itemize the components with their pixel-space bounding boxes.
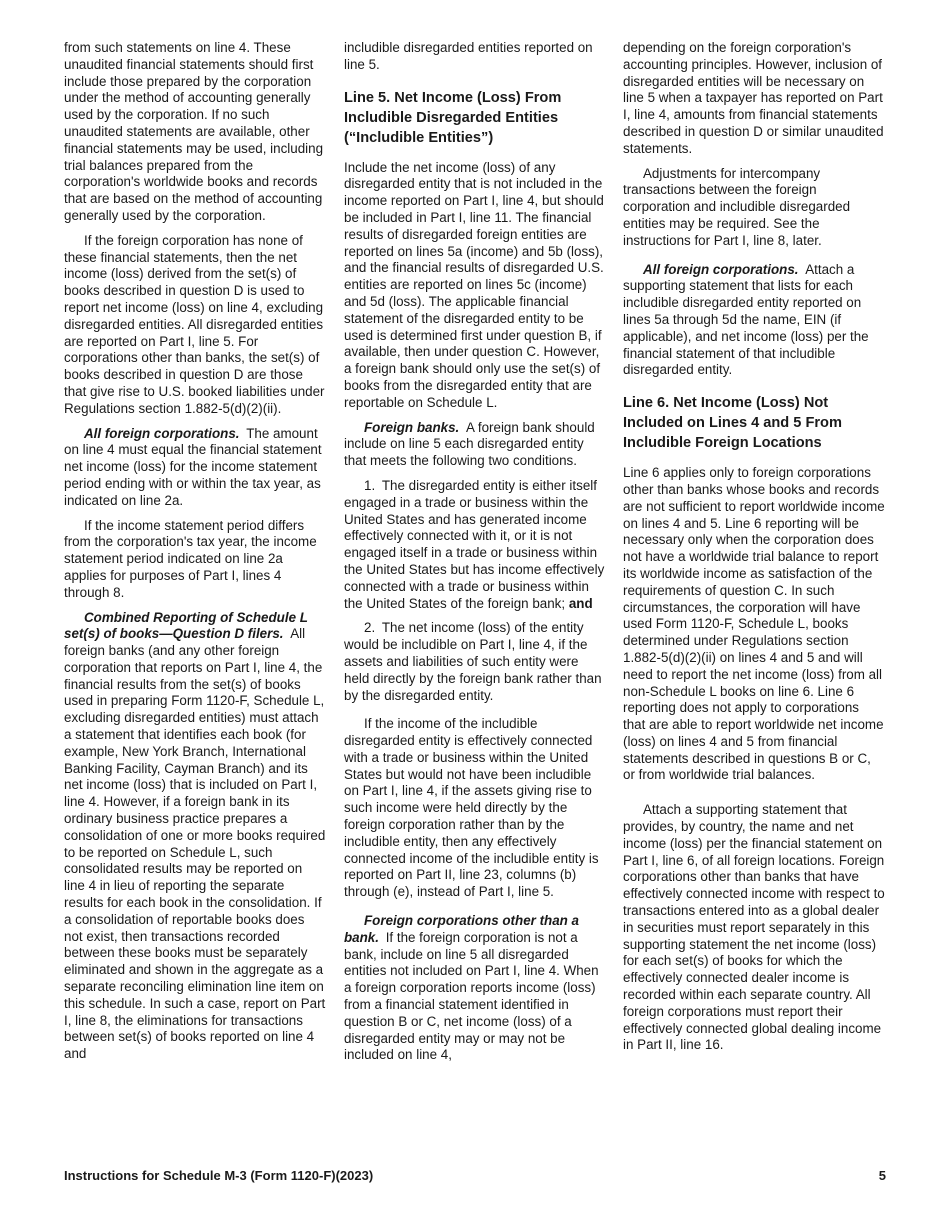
paragraph — [64, 426, 326, 510]
paragraph: If the foreign corporation has none of these financial statements, then the net income (loss) derived from the set(s) of books described in question D is used to report net income (loss) on line 4, excluding disregarded entities. All disregarded entities are reported on Part I, line 5. For corporations other than banks, the set(s) of books described in question D are those that give rise to U.S. booked liabilities under Regulations section 1.882-5(d)(2)(ii). — [64, 232, 325, 416]
column-3 — [623, 40, 885, 1062]
paragraph: includible disregarded entities reported on line 5. — [344, 40, 593, 72]
paragraph-text: All foreign banks (and any other foreign corporation that reports on Part I, line 4, the financial results from the set(s) of books used in preparing Form 1120-F, Schedule L, excluding disregarded entities) must attach a statement that identifies each book (for example, New York Branch, International Banking Facility, Cayman Branch) and its net income (loss) that is included on Part I, line 4. However, if a foreign bank in its ordinary business practice prepares a consolidation of one or more books required to be reported on Schedule L, such consolidated results may be reported on line 4 in lieu of reporting the separate results for each book in the consolidation. If a consolidation of reportable books does not exist, then transactions recorded between these books must be separately eliminated and shown in the aggregate as a separate reconciling elimination line item on this schedule. In such a case, report on Part I, line 8, the eliminations for transactions between set(s) of books reported on line 4 and — [64, 626, 326, 1062]
paragraph-text: Attach a supporting statement that lists for each includible disregarded entity reported on lines 5a through 5d the name, EIN (if applicable), and net income (loss) per the financial statement of that includible disregarded entity. — [623, 261, 869, 378]
section-heading: Line 5. Net Income (Loss) From Includible Disregarded Entities (“Includible Entities”) — [344, 89, 562, 146]
column-2 — [344, 40, 606, 1072]
paragraph: If the income of the includible disregarded entity is effectively connected with a trade or business within the United States but would not have been includible on Part I, line 4, if the assets giving rise to such income were held directly by the foreign corporation rather than by the includible entity, then any effectively connected income of the includible entity is reported on Part II, line 23, columns (b) through (e), instead of Part I, line 5. — [344, 716, 599, 900]
paragraph: depending on the foreign corporation's accounting principles. However, inclusion of disregarded entities will be necessary on line 5 when a taxpayer has reported on Part I, line 4, amounts from financial statements described in question D or similar unaudited statements. — [623, 40, 884, 156]
paragraph: Line 6 applies only to foreign corporations other than banks whose books and records are not sufficient to report worldwide income on lines 4 and 5. Line 6 reporting will be necessary only when the corporation does not have a worldwide trial balance to report its worldwide income as satisfaction of the requirements of question C. In such circumstances, the corporation will have used Form 1120-F, Schedule L, books determined under Regulations section 1.882-5(d)(2)(ii) on lines 4 and 5 and will need to report the net income (loss) from all non-Schedule L books on line 6. Line 6 reporting does not apply to corporations that are able to report worldwide net income (loss) on lines 4 and 5 from financial statements described in questions B or C, or from worldwide trial balances. — [623, 465, 885, 783]
paragraph: Adjustments for intercompany transactions between the foreign corporation and includible disregarded entities may be required. See the instructions for Part I, line 8, later. — [623, 165, 851, 248]
list-item: 2. The net income (loss) of the entity would be includible on Part I, line 4, if the assets and liabilities of such entity were held directly by the foreign bank rather than by the disregarded entity. — [344, 620, 602, 703]
list-item-text: 1. The disregarded entity is either itself engaged in a trade or business within the United States and has generated income effectively connected with it, or it is not engaged itself in a trade or business within the United States but has income effectively connected with a trade or business within the United States of the foreign bank; — [344, 477, 605, 611]
paragraph: Include the net income (loss) of any disregarded entity that is not included in the income reported on Part I, line 4, but should be included in Part I, line 11. The financial results of disregarded foreign entities are reported on lines 5a (income) and 5b (loss), and the financial results of disregarded U.S. entities are reported on lines 5c (income) and 5d (loss). The applicable financial statement of the disregarded entity to be used is determined first under question B, if available, then under question C. However, a foreign bank should only use the set(s) of books from the disregarded entity that are reportable on Schedule L. — [344, 159, 604, 410]
paragraph: Attach a supporting statement that provides, by country, the name and net income (loss) per the financial statement on Part I, line 6, of all foreign locations. Foreign corporations other than banks that have effectively connected income with respect to transactions entered into as a global dealer in securities must report separately in this supporting statement the net income (loss) for each set(s) of books for which the effectively connected dealer income is recorded within each separate country. All foreign corporations must report their effectively connected global dealing income in Part II, line 16. — [623, 802, 885, 1053]
paragraph — [344, 913, 606, 1064]
paragraph: If the income statement period differs from the corporation's tax year, the income statement period indicated on line 2a applies for purposes of Part I, lines 4 through 8. — [64, 517, 317, 600]
paragraph-text: If the foreign corporation is not a bank, include on line 5 all disregarded entities not included on Part I, line 4. When a foreign corporation reports income (loss) from a financial statement identified in question B or C, net income (loss) of a disregarded entity may or may not be included on line 4, — [344, 929, 599, 1063]
run-in-heading: Foreign banks. — [364, 419, 460, 435]
page-number: 5 — [878, 1168, 886, 1183]
run-in-heading: Combined Reporting of Schedule L set(s) of books—Question D filers. — [64, 609, 308, 642]
run-in-heading: All foreign corporations. — [84, 425, 240, 441]
paragraph — [623, 262, 885, 380]
run-in-heading: All foreign corporations. — [643, 261, 799, 277]
paragraph-text: A foreign bank should include on line 5 each disregarded entity that meets the following two conditions. — [344, 419, 595, 469]
paragraph — [344, 420, 606, 470]
section-heading: Line 6. Net Income (Loss) Not Included on Lines 4 and 5 From Includible Foreign Locations — [623, 395, 842, 452]
run-in-heading: Foreign corporations other than a bank. — [344, 913, 580, 945]
list-item-conjunction: and — [568, 595, 593, 611]
paragraph-text: The amount on line 4 must equal the financial statement net income (loss) for the income statement period ending with or within the tax year, as indicated on line 2a. — [64, 425, 322, 508]
paragraph — [64, 610, 326, 1064]
column-1 — [64, 40, 326, 1071]
paragraph: from such statements on line 4. These unaudited financial statements should first include those prepared by the corporation under the method of accounting generally used by the corporation. If no such unaudited statements are available, other financial statements may be used, including trial balances prepared from the corporation's worldwide books and records that are based on the method of accounting generally used by the corporation. — [64, 40, 324, 223]
list-item — [344, 478, 606, 612]
page-footer — [64, 1168, 886, 1183]
footer-title: Instructions for Schedule M-3 (Form 1120-F)(2023) — [64, 1168, 374, 1183]
